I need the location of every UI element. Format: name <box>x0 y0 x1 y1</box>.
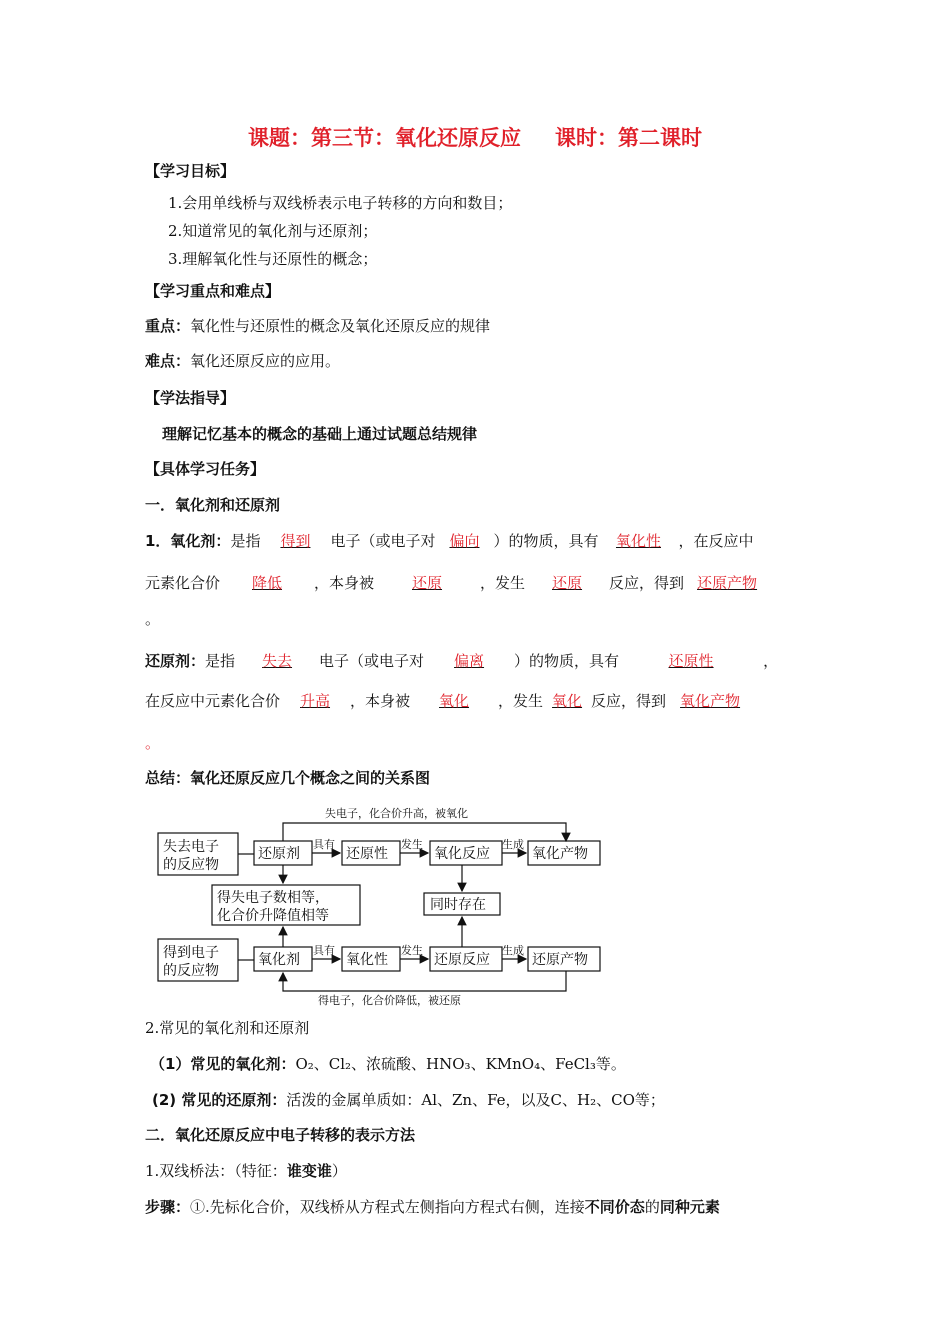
diagram-box-text: 化合价升降值相等 <box>217 908 329 924</box>
steps-line: 步骤：①.先标化合价，双线桥从方程式左侧指向方程式右侧，连接不同价态的同种元素 <box>145 1198 720 1216</box>
arrow-word: 具有 <box>313 944 335 957</box>
blank-answer: 氧化 <box>552 692 583 710</box>
diagram-box-text: 的反应物 <box>163 963 219 979</box>
diagram-box-text: 还原产物 <box>532 952 588 968</box>
key-points-heading: 【学习重点和难点】 <box>145 282 281 300</box>
oxidant-line-2: 元素化合价 降低 ，本身被 还原 ，发生 还原 反应，得到 还原产物 <box>145 572 770 593</box>
guide-text: 理解记忆基本的概念的基础上通过试题总结规律 <box>162 425 478 443</box>
blank-answer: 升高 <box>300 692 331 710</box>
oxidant-line-1: 1．氧化剂：是指 得到 电子（或电子对 偏向 ）的物质，具有 氧化性 ，在反应中 <box>145 532 754 550</box>
blank-answer: 失去 <box>262 652 293 670</box>
blank-answer: 氧化性 <box>615 532 661 550</box>
blank-answer: 还原 <box>552 574 583 592</box>
page-title: 课题：第三节：氧化还原反应 课时：第二课时 <box>248 126 702 150</box>
blank-answer: 偏离 <box>454 652 485 670</box>
section2-heading: 二．氧化还原反应中电子转移的表示方法 <box>145 1126 416 1144</box>
summary-heading: 总结：氧化还原反应几个概念之间的关系图 <box>145 769 431 787</box>
diagram-box-text: 失去电子 <box>163 839 219 855</box>
common-heading: 2.常见的氧化剂和还原剂 <box>145 1019 310 1037</box>
diagram-box-text: 氧化剂 <box>258 952 300 968</box>
reductant-line-2: 在反应中元素化合价 升高 ，本身被 氧化 ，发生 氧化 反应，得到 氧化产物 <box>145 690 754 711</box>
blank-answer: 降低 <box>252 574 283 592</box>
blank-answer: 还原 <box>412 574 443 592</box>
diagram-svg <box>150 803 610 1008</box>
arrow-word: 发生 <box>401 944 423 957</box>
blank-answer: 氧化 <box>439 692 470 710</box>
diagram-box-text: 还原性 <box>346 846 388 862</box>
objectives-heading: 【学习目标】 <box>145 162 236 180</box>
concept-relationship-diagram <box>150 803 610 1008</box>
guide-heading: 【学法指导】 <box>145 389 236 407</box>
arrow-word: 具有 <box>313 838 335 851</box>
common-oxidants: （1）常见的氧化剂：O₂、Cl₂、浓硫酸、HNO₃、KMnO₄、FeCl₃等。 <box>150 1055 626 1073</box>
bottom-loop-arrow <box>283 971 566 991</box>
arrow-word: 发生 <box>401 838 423 851</box>
blank-answer: 偏向 <box>449 532 480 550</box>
blank-answer: 得到 <box>280 532 311 550</box>
double-bridge-line: 1.双线桥法：（特征：谁变谁） <box>145 1162 347 1180</box>
key-point: 重点：氧化性与还原性的概念及氧化还原反应的规律 <box>145 317 491 335</box>
diagram-box-text: 的反应物 <box>163 857 219 873</box>
objective-item: 1.会用单线桥与双线桥表示电子转移的方向和数目； <box>168 194 513 212</box>
arrow-word: 生成 <box>502 838 524 851</box>
oxidant-line-end: 。 <box>145 610 161 628</box>
top-loop-label: 失电子，化合价升高，被氧化 <box>325 807 468 820</box>
arrow-word: 生成 <box>502 944 524 957</box>
reductant-line-end: 。 <box>145 734 161 752</box>
diagram-box-text: 同时存在 <box>430 897 486 913</box>
objective-item: 3.理解氧化性与还原性的概念； <box>168 250 378 268</box>
objective-item: 2.知道常见的氧化剂与还原剂； <box>168 222 378 240</box>
blank-answer: 还原性 <box>668 652 714 670</box>
diagram-box-text: 氧化性 <box>346 952 388 968</box>
difficult-point: 难点：氧化还原反应的应用。 <box>145 352 341 370</box>
diagram-box-text: 氧化反应 <box>434 846 490 862</box>
blank-answer: 氧化产物 <box>680 692 741 710</box>
diagram-box-text: 得失电子数相等， <box>217 890 329 906</box>
diagram-box-text: 氧化产物 <box>532 846 588 862</box>
bottom-loop-label: 得电子，化合价降低，被还原 <box>318 994 461 1007</box>
section1-heading: 一．氧化剂和还原剂 <box>145 496 281 514</box>
tasks-heading: 【具体学习任务】 <box>145 460 266 478</box>
diagram-box-text: 还原剂 <box>258 846 300 862</box>
diagram-box-text: 还原反应 <box>434 952 490 968</box>
diagram-box-text: 得到电子 <box>163 945 219 961</box>
reductant-line-1: 还原剂：是指 失去 电子（或电子对 偏离 ）的物质，具有 还原性 ， <box>145 652 779 670</box>
common-reductants: (2) 常见的还原剂：活泼的金属单质如：Al、Zn、Fe，以及C、H₂、CO等； <box>152 1091 665 1109</box>
blank-answer: 还原产物 <box>697 574 758 592</box>
